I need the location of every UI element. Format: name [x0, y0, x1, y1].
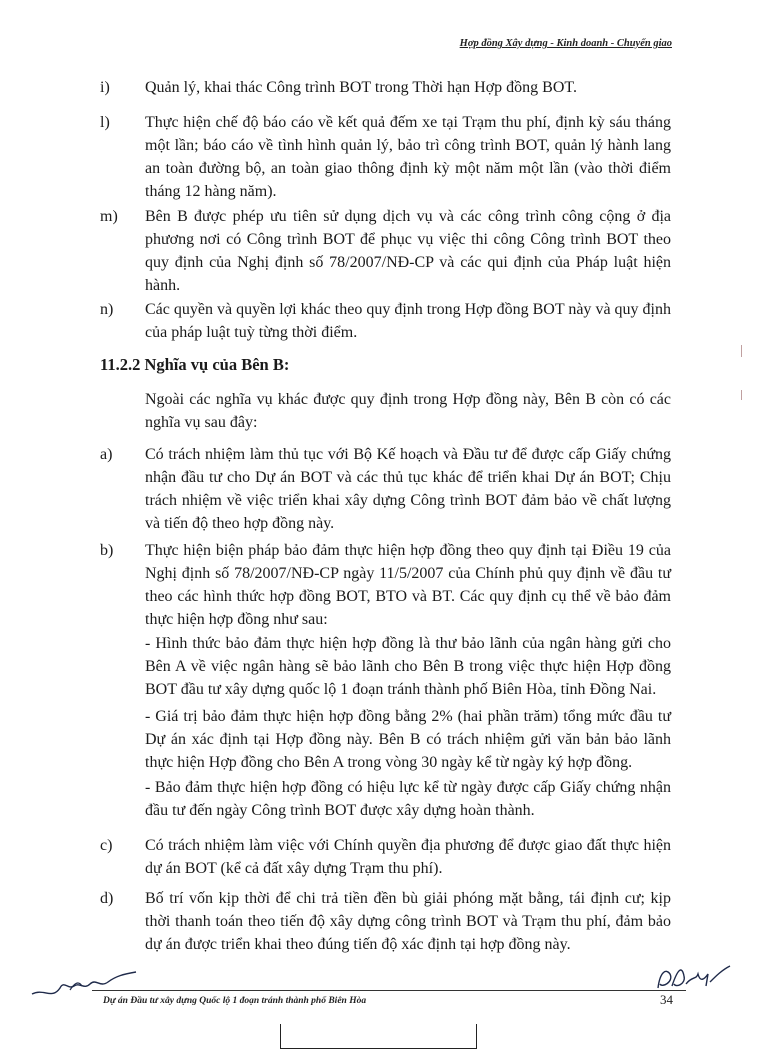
bottom-binding-box [280, 1024, 477, 1049]
footer-project-title: Dự án Đầu tư xây dựng Quốc lộ 1 đoạn tránh thành phố Biên Hòa [103, 996, 367, 1006]
item-marker-b: b) [100, 542, 114, 559]
item-a-text: Có trách nhiệm làm thủ tục với Bộ Kế hoạch và Đầu tư để được cấp Giấy chứng nhận đầu tư cho Dự án BOT và các thủ tục khác để triển khai Dự án BOT; Chịu trách nhiệm về việc triển khai xây dựng Công trình BOT đảm bảo về chất lượng và tiến độ theo hợp đồng này. [145, 446, 671, 532]
sub-bullet-guarantee-validity: - Bảo đảm thực hiện hợp đồng có hiệu lực kể từ ngày được cấp Giấy chứng nhận đầu tư đến ngày Công trình BOT được xây dựng hoàn thành. [145, 779, 671, 819]
item-b-text: Thực hiện biện pháp bảo đảm thực hiện hợp đồng theo quy định tại Điều 19 của Nghị định số 78/2007/NĐ-CP ngày 11/5/2007 của Chính phủ quy định về đầu tư theo các hình thức hợp đồng BOT, BTO và BT. Các quy định cụ thể về bảo đảm thực hiện hợp đồng như sau: [145, 542, 671, 628]
margin-mark [741, 345, 742, 357]
item-d-text: Bố trí vốn kịp thời để chi trả tiền đền bù giải phóng mặt bằng, tái định cư; kịp thời thanh toán theo tiến độ xây dựng công trình BOT và Trạm thu phí, đảm bảo dự án được triển khai theo đúng tiến độ xác định tại hợp đồng này. [145, 890, 671, 953]
running-header: Hợp đồng Xây dựng - Kinh doanh - Chuyển giao [459, 38, 672, 49]
item-marker-c: c) [100, 837, 113, 854]
footer-rule [92, 990, 686, 991]
item-marker-i: i) [100, 79, 110, 96]
item-marker-n: n) [100, 301, 114, 318]
item-n-text: Các quyền và quyền lợi khác theo quy định trong Hợp đồng BOT này và quy định của pháp luật tuỳ từng thời điểm. [145, 301, 671, 341]
item-marker-d: d) [100, 890, 114, 907]
section-heading: 11.2.2 Nghĩa vụ của Bên B: [100, 355, 290, 374]
item-marker-a: a) [100, 446, 113, 463]
page-number: 34 [660, 992, 673, 1007]
margin-mark [741, 390, 742, 400]
sub-bullet-guarantee-form: - Hình thức bảo đảm thực hiện hợp đồng là thư bảo lãnh của ngân hàng gửi cho Bên A về việc ngân hàng sẽ bảo lãnh cho Bên B trong việc thực hiện Hợp đồng BOT đầu tư xây dựng quốc lộ 1 đoạn tránh thành phố Biên Hòa, tỉnh Đồng Nai. [145, 635, 671, 698]
item-marker-m: m) [100, 208, 118, 225]
item-c-text: Có trách nhiệm làm việc với Chính quyền địa phương để được giao đất thực hiện dự án BOT (kể cả đất xây dựng Trạm thu phí). [145, 837, 671, 877]
sub-bullet-guarantee-value: - Giá trị bảo đảm thực hiện hợp đồng bằng 2% (hai phần trăm) tổng mức đầu tư Dự án xác định tại Hợp đồng này. Bên B có trách nhiệm gửi văn bản bảo lãnh thực hiện Hợp đồng cho Bên A trong vòng 30 ngày kể từ ngày ký hợp đồng. [145, 708, 671, 771]
item-l-text: Thực hiện chế độ báo cáo về kết quả đếm xe tại Trạm thu phí, định kỳ sáu tháng một lần; báo cáo về tình hình quản lý, bảo trì công trình BOT, quản lý hành lang an toàn đường bộ, an toàn giao thông định kỳ một năm một lần (vào thời điểm tháng 12 hàng năm). [145, 114, 671, 200]
item-marker-l: l) [100, 114, 110, 131]
section-intro: Ngoài các nghĩa vụ khác được quy định trong Hợp đồng này, Bên B còn có các nghĩa vụ sau đây: [145, 391, 671, 431]
item-m-text: Bên B được phép ưu tiên sử dụng dịch vụ và các công trình công cộng ở địa phương nơi có Công trình BOT để phục vụ việc thi công Công trình BOT theo quy định của Nghị định số 78/2007/NĐ-CP và các qui định của Pháp luật hiện hành. [145, 208, 671, 294]
item-i-text: Quản lý, khai thác Công trình BOT trong Thời hạn Hợp đồng BOT. [145, 79, 577, 96]
